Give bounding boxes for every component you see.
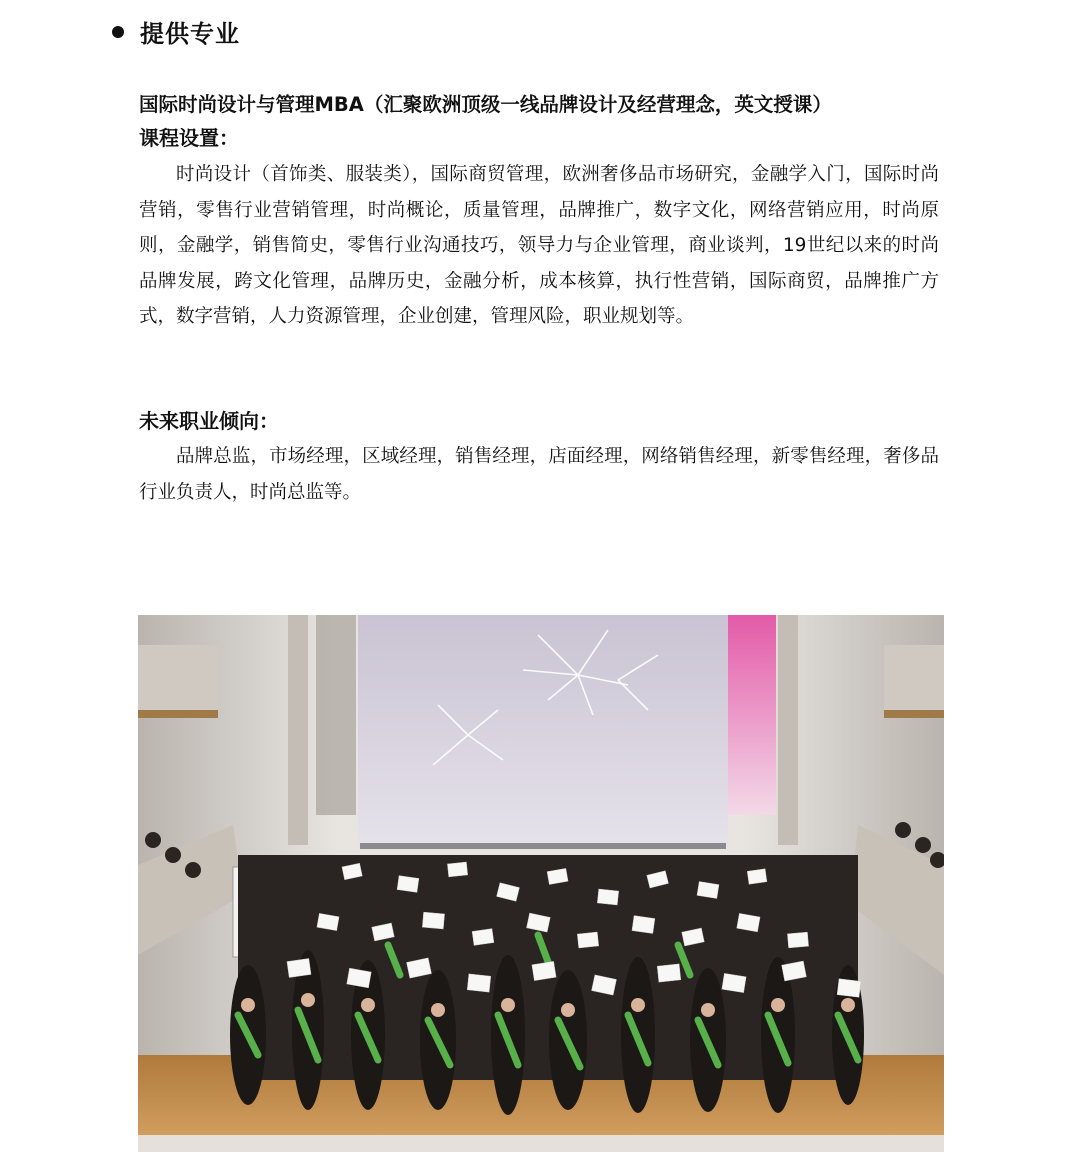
graduation-photo-illustration <box>138 615 944 1152</box>
section-header <box>112 14 240 49</box>
section-title: 提供专业 <box>140 20 240 48</box>
courses-heading: 课程设置： <box>139 126 239 150</box>
career-text: 品牌总监，市场经理，区域经理，销售经理，店面经理，网络销售经理，新零售经理，奢侈品行业负责人，时尚总监等。 <box>139 446 939 503</box>
courses-text: 时尚设计（首饰类、服装类），国际商贸管理，欧洲奢侈品市场研究，金融学入门，国际时尚营销，零售行业营销管理，时尚概论，质量管理，品牌推广，数字文化，网络营销应用，时尚原则，金融学，销售简史，零售行业沟通技巧，领导力与企业管理，商业谈判，19世纪以来的时尚品牌发展，跨文化管理，品牌历史，金融分析，成本核算，执行性营销，国际商贸，品牌推广方式，数字营销，人力资源管理，企业创建，管理风险，职业规划等。 <box>139 164 939 327</box>
graduation-photo <box>138 615 944 1152</box>
career-heading: 未来职业倾向： <box>139 409 279 433</box>
bullet-icon <box>112 26 124 38</box>
program-title: 国际时尚设计与管理MBA（汇聚欧洲顶级一线品牌设计及经营理念，英文授课） <box>139 93 832 116</box>
